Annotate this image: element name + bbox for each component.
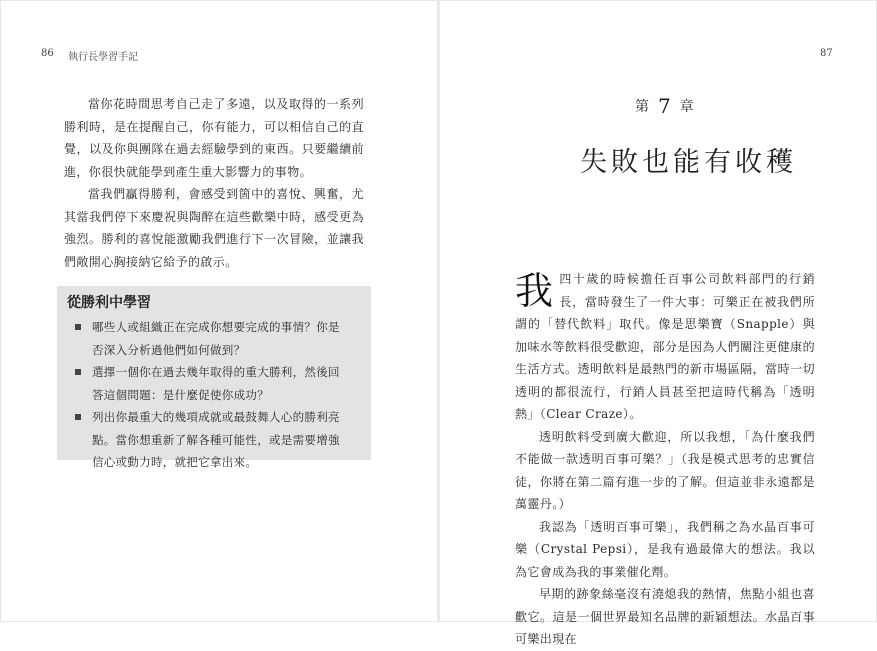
square-bullet-icon <box>75 324 81 330</box>
chapter-prefix: 第 <box>635 99 652 115</box>
sidebar-item <box>57 361 371 406</box>
chapter-suffix: 章 <box>679 99 697 115</box>
learning-sidebar <box>57 286 371 469</box>
right-paragraph-1 <box>515 268 815 426</box>
chapter-label <box>635 94 697 118</box>
sidebar-item-text: 選擇一個你在過去幾年取得的重大勝利，然後回答這個問題：是什麼促使你成功？ <box>92 365 340 402</box>
right-paragraph-4: 早期的跡象絲毫沒有澆熄我的熱情，焦點小組也喜歡它。這是一個世界最知名品牌的新穎想法。水晶百事可樂出現在 <box>515 587 815 646</box>
square-bullet-icon <box>75 414 81 420</box>
chapter-title: 失敗也能有收穫 <box>580 147 797 179</box>
right-page-number: 87 <box>820 48 833 59</box>
sidebar-item <box>57 406 371 474</box>
running-title: 執行長學習手記 <box>68 52 138 63</box>
sidebar-list <box>57 316 371 474</box>
drop-cap: 我 <box>515 269 554 313</box>
right-paragraph-2: 透明飲料受到廣大歡迎，所以我想，「為什麼我們不能做一款透明百事可樂？」（我是模式思考的忠實信徒，你將在第二篇有進一步的了解。但這並非永遠都是萬靈丹。） <box>515 429 815 511</box>
right-paragraph-3: 我認為「透明百事可樂」，我們稱之為水晶百事可樂（Crystal Pepsi），是我有過最偉大的想法。我以為它會成為我的事業催化劑。 <box>515 519 815 579</box>
right-page <box>440 0 877 646</box>
right-body-text <box>515 268 815 651</box>
square-bullet-icon <box>75 369 81 375</box>
left-paragraph-2: 當我們贏得勝利，會感受到箇中的喜悅、興奮，尤其當我們停下來慶祝與陶醉在這些歡樂中時，感受更為強烈。勝利的喜悅能激勵我們進行下一次冒險，並讓我們敞開心胸接納它給予的啟示。 <box>64 187 364 269</box>
right-paragraph-1-text: 四十歲的時候擔任百事公司飲料部門的行銷長，當時發生了一件大事：可樂正在被我們所謂的「替代飲料」取代。像是思樂寶（Snapple）與加味水等飲料很受歡迎，部分是因為人們關注更健康的生活方式。透明飲料是最熱門的新市場區隔，當時一切透明的都很流行，行銷人員甚至把這時代稱為「透明熱」（Clear Craze）。 <box>515 272 815 421</box>
sidebar-item <box>57 316 371 361</box>
left-page-number: 86 <box>41 48 54 59</box>
left-page <box>0 0 437 622</box>
sidebar-item-text: 哪些人或組織正在完成你想要完成的事情？你是否深入分析過他們如何做到？ <box>92 320 340 357</box>
sidebar-title: 從勝利中學習 <box>67 295 151 311</box>
sidebar-item-text: 列出你最重大的幾項成就或最鼓舞人心的勝利亮點。當你想重新了解各種可能性，或是需要增強信心或動力時，就把它拿出來。 <box>92 410 340 469</box>
chapter-number: 7 <box>658 94 674 118</box>
left-paragraph-1: 當你花時間思考自己走了多遠，以及取得的一系列勝利時，是在提醒自己，你有能力，可以相信自己的直覺，以及你與團隊在過去經驗學到的東西。只要繼續前進，你很快就能學到產生重大影響力的事物。 <box>64 97 364 179</box>
left-body-text <box>64 93 364 273</box>
